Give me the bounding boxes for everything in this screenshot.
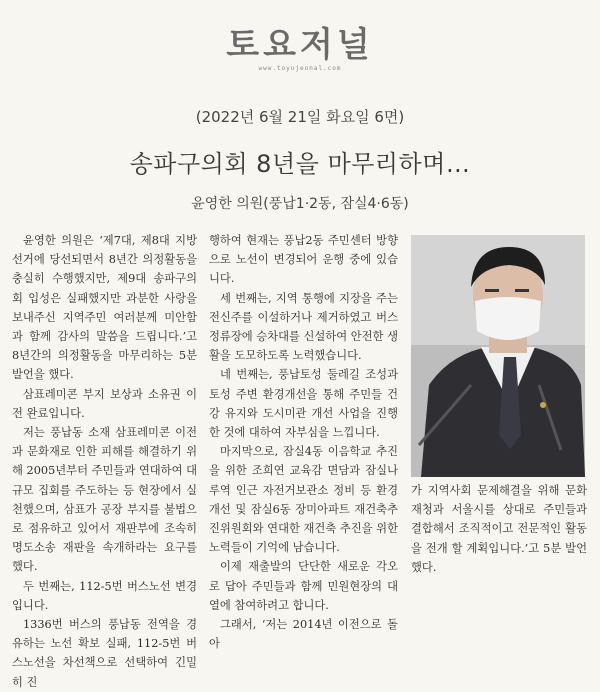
paragraph: 삼표레미콘 부지 보상과 소유권 이전 완료입니다. [12,387,197,420]
byline: 윤영한 의원(풍납1·2동, 잠실4·6동) [191,196,409,212]
article-column-2 [209,231,398,653]
dateline: (2022년 6월 21일 화요일 6면) [195,108,405,126]
article-column-1 [12,231,197,692]
newspaper-name: 토요저널 [226,25,374,65]
portrait-illustration [411,235,585,477]
paragraph: 1336번 버스의 풍납동 전역을 경유하는 노선 확보 실패, 112-5번 버스노선을 차선책으로 선택하여 긴밀히 진 [12,618,197,689]
paragraph: 이제 재출발의 단단한 새로운 각오로 답아 주민들과 함께 민원현장의 대열에 참여하려고 합니다. [209,560,398,612]
paragraph: 행하여 현재는 풍납2동 주민센터 방향으로 노선이 변경되어 운행 중에 있습니다. [209,234,398,286]
photo-caption [411,481,587,577]
headline: 송파구의회 8년을 마무리하며… [129,150,471,178]
masthead [0,26,600,72]
paragraph: 두 번째는, 112-5번 버스노선 변경입니다. [12,579,197,612]
newspaper-subtitle: www.toyojeonal.com [258,65,342,72]
caption-text: 가 지역사회 문제해결을 위해 문화재청과 서울시를 상대로 주민들과 결합해서 조직적이고 전문적인 활동을 전개 할 계획입니다.’고 5분 발언했다. [411,484,587,574]
paragraph: 세 번째는, 지역 통행에 지장을 주는 전신주를 이설하거나 제거하였고 버스정류장에 승차대를 신설하여 안전한 생활을 도모하도록 노력했습니다. [209,291,398,363]
paragraph: 마지막으로, 잠실4동 이음학교 추진을 위한 조희연 교육감 면담과 잠실나루역 인근 자전거보관소 정비 등 환경개선 및 잠실6동 장미아파트 재건축추진위원회와 연대한 재건축 추진을 위한 노력들이 기억에 남습니다. [209,445,398,555]
paragraph: 윤영한 의원은 ‘제7대, 제8대 지방선거에 당선되면서 8년간 의정활동을 충실히 수행했지만, 제9대 송파구의회 입성은 실패했지만 과분한 사랑을 보내주신 지역주민 여러분께 미안함과 함께 감사의 말씀을 드립니다.’고 8년간의 의정활동을 마무리하는 5분 발언을 했다. [12,234,197,382]
paragraph: 저는 풍납동 소재 삼표레미콘 이전과 문화재로 인한 피해를 해결하기 위해 2005년부터 주민들과 연대하여 대규모 집회를 주도하는 등 현장에서 실천했으며, 삼표가 공장 부지를 불법으로 점유하고 있어서 재판부에 조속히 명도소송 재판을 속개하라는 요구를 했다. [12,426,197,574]
paragraph: 네 번째는, 풍납토성 둘레길 조성과 토성 주변 환경개선을 통해 주민들 건강 유지와 도시미관 개선 사업을 진행한 것에 대하여 자부심을 느낍니다. [209,368,398,440]
portrait-photo [411,235,585,477]
paragraph: 그래서, ‘저는 2014년 이전으로 돌아 [209,618,398,651]
